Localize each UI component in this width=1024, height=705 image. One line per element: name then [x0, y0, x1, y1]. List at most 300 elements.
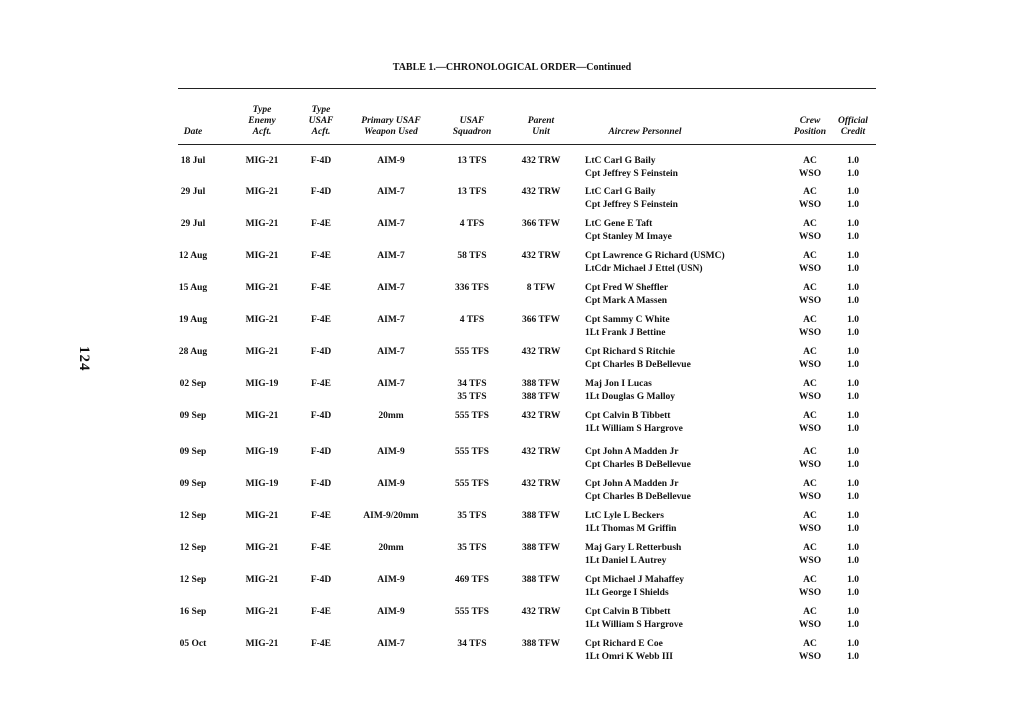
header-bottom-rule [178, 144, 876, 145]
cell-enemy [246, 314, 279, 327]
cell-credit-text: 1.0 [847, 360, 859, 370]
cell-usaf-text: F-4E [310, 639, 332, 649]
cell-enemy-text: MIG-21 [245, 511, 279, 521]
cell-position-text: AC [803, 347, 817, 357]
cell-enemy [246, 155, 279, 168]
cell-parent-text: 388 TFW [521, 639, 561, 649]
cell-credit-text: 1.0 [847, 347, 859, 357]
cell-position-text: WSO [798, 652, 822, 662]
cell-position-text: AC [803, 639, 817, 649]
cell-personnel-text: Cpt Charles B DeBellevue [585, 460, 691, 470]
cell-enemy [246, 574, 279, 587]
cell-credit [847, 638, 859, 664]
cell-usaf-text: F-4D [310, 479, 332, 489]
cell-position-text: AC [803, 479, 817, 489]
cell-usaf [311, 478, 332, 491]
cell-parent-text: 388 TFW [521, 379, 561, 389]
cell-squadron-text: 555 TFS [455, 347, 489, 357]
cell-personnel-text: 1Lt George I Shields [585, 588, 669, 598]
cell-personnel-text: Cpt Jeffrey S Feinstein [585, 200, 678, 210]
table-row [0, 478, 1024, 506]
table-row [0, 510, 1024, 538]
table-row [0, 218, 1024, 246]
cell-position-text: WSO [798, 620, 822, 630]
cell-position-text: AC [803, 411, 817, 421]
cell-date [180, 606, 207, 619]
cell-weapon-text: AIM-9/20mm [363, 511, 419, 521]
cell-weapon-text: AIM-9 [377, 447, 405, 457]
cell-personnel-text: Cpt Jeffrey S Feinstein [585, 169, 678, 179]
cell-credit-text: 1.0 [847, 169, 859, 179]
header-credit-line: Official [838, 116, 868, 126]
cell-enemy [246, 638, 279, 651]
cell-weapon-text: AIM-7 [377, 379, 405, 389]
cell-personnel-text: Cpt Fred W Sheffler [585, 283, 669, 293]
cell-position [799, 638, 821, 664]
cell-parent-text: 432 TRW [521, 411, 561, 421]
cell-personnel-text: Cpt Sammy C White [585, 315, 670, 325]
cell-enemy [246, 346, 279, 359]
cell-parent [522, 250, 561, 263]
cell-date-text: 19 Aug [178, 315, 208, 325]
cell-personnel-text: 1Lt William S Hargrove [585, 424, 683, 434]
cell-personnel [585, 542, 681, 568]
cell-weapon-text: 20mm [378, 411, 404, 421]
cell-weapon [377, 478, 404, 491]
cell-weapon [377, 446, 404, 459]
cell-credit [847, 250, 859, 276]
cell-parent [527, 282, 556, 295]
header-parent [496, 96, 586, 138]
cell-credit [847, 282, 859, 308]
cell-position [799, 510, 821, 536]
cell-enemy-text: MIG-21 [245, 607, 279, 617]
cell-personnel [585, 155, 678, 181]
cell-squadron [457, 542, 486, 555]
cell-weapon [377, 186, 404, 199]
header-usaf-line: USAF [308, 116, 334, 126]
cell-weapon [378, 410, 403, 423]
cell-position [799, 542, 821, 568]
cell-squadron [455, 446, 489, 459]
table-row [0, 314, 1024, 342]
cell-usaf [311, 250, 331, 263]
cell-parent [522, 155, 561, 168]
cell-usaf [311, 510, 331, 523]
cell-personnel [585, 410, 683, 436]
header-parent-line: Parent [527, 116, 555, 126]
cell-position [799, 346, 821, 372]
cell-personnel [585, 378, 675, 404]
cell-enemy [246, 282, 279, 295]
cell-personnel-text: LtC Carl G Baily [585, 187, 656, 197]
cell-weapon-text: AIM-7 [377, 187, 405, 197]
cell-enemy-text: MIG-21 [245, 575, 279, 585]
cell-parent-text: 432 TRW [521, 347, 561, 357]
cell-personnel-text: Maj Gary L Retterbush [585, 543, 682, 553]
cell-position [799, 155, 821, 181]
cell-personnel-text: 1Lt Omri K Webb III [585, 652, 673, 662]
cell-usaf-text: F-4D [310, 347, 332, 357]
cell-credit [847, 510, 859, 536]
cell-weapon [377, 346, 404, 359]
cell-personnel-text: LtC Lyle L Beckers [585, 511, 664, 521]
cell-personnel [585, 478, 691, 504]
cell-position [799, 378, 821, 404]
header-top-rule [178, 88, 876, 89]
cell-usaf [311, 155, 332, 168]
cell-credit-text: 1.0 [847, 156, 859, 166]
cell-date [179, 346, 207, 359]
cell-weapon-text: AIM-7 [377, 283, 405, 293]
cell-squadron-text: 34 TFS [457, 639, 487, 649]
cell-position [799, 218, 821, 244]
cell-credit-text: 1.0 [847, 511, 859, 521]
cell-enemy [246, 410, 279, 423]
cell-personnel-text: Cpt Stanley M Imaye [585, 232, 672, 242]
table-row [0, 155, 1024, 183]
cell-date-text: 18 Jul [180, 156, 206, 166]
cell-date [180, 638, 207, 651]
header-usaf-line: Type [311, 105, 331, 115]
cell-usaf-text: F-4D [310, 187, 332, 197]
cell-date-text: 05 Oct [179, 639, 207, 649]
cell-credit-text: 1.0 [847, 556, 859, 566]
cell-usaf [311, 542, 331, 555]
cell-usaf [311, 410, 332, 423]
header-enemy-line: Enemy [248, 116, 276, 126]
cell-enemy [246, 510, 279, 523]
cell-enemy [246, 378, 279, 391]
cell-position-text: WSO [798, 492, 822, 502]
cell-personnel [585, 250, 725, 276]
cell-enemy [246, 186, 279, 199]
cell-position-text: WSO [798, 328, 822, 338]
cell-parent-text: 432 TRW [521, 187, 561, 197]
cell-position-text: AC [803, 607, 817, 617]
cell-credit [847, 155, 859, 181]
cell-enemy-text: MIG-21 [245, 347, 279, 357]
cell-personnel-text: Cpt Calvin B Tibbett [585, 607, 671, 617]
cell-weapon-text: AIM-9 [377, 575, 405, 585]
cell-usaf [311, 218, 331, 231]
cell-usaf [311, 314, 331, 327]
cell-position [799, 410, 821, 436]
cell-enemy-text: MIG-21 [245, 411, 279, 421]
cell-credit-text: 1.0 [847, 251, 859, 261]
cell-squadron-text: 555 TFS [455, 411, 489, 421]
cell-usaf-text: F-4D [310, 575, 332, 585]
cell-personnel-text: Cpt Richard S Ritchie [585, 347, 675, 357]
cell-position-text: AC [803, 156, 817, 166]
cell-enemy [246, 606, 279, 619]
table-row [0, 606, 1024, 634]
cell-squadron [457, 378, 486, 404]
cell-position [799, 574, 821, 600]
cell-date-text: 29 Jul [180, 219, 206, 229]
header-credit [808, 96, 898, 138]
cell-squadron [460, 314, 484, 327]
header-position-line: Position [793, 127, 827, 137]
cell-weapon [377, 218, 404, 231]
cell-credit-text: 1.0 [847, 392, 859, 402]
cell-weapon-text: AIM-7 [377, 347, 405, 357]
cell-weapon [377, 638, 404, 651]
cell-date-text: 28 Aug [178, 347, 208, 357]
cell-parent [522, 574, 560, 587]
cell-usaf [311, 446, 332, 459]
cell-credit-text: 1.0 [847, 219, 859, 229]
cell-position-text: AC [803, 447, 817, 457]
cell-date-text: 15 Aug [178, 283, 208, 293]
cell-enemy-text: MIG-21 [245, 219, 279, 229]
cell-position [799, 250, 821, 276]
table-row [0, 250, 1024, 278]
cell-credit-text: 1.0 [847, 639, 859, 649]
cell-credit [847, 346, 859, 372]
cell-squadron-text: 555 TFS [455, 447, 489, 457]
cell-date-text: 09 Sep [179, 447, 207, 457]
cell-credit-text: 1.0 [847, 283, 859, 293]
cell-squadron [460, 218, 484, 231]
cell-squadron-text: 13 TFS [457, 156, 487, 166]
cell-position-text: AC [803, 315, 817, 325]
table-title: TABLE 1.—CHRONOLOGICAL ORDER—Continued [392, 62, 632, 73]
table-row [0, 446, 1024, 474]
cell-position-text: WSO [798, 424, 822, 434]
cell-squadron-text: 469 TFS [455, 575, 489, 585]
cell-parent [522, 410, 561, 423]
cell-usaf-text: F-4E [310, 283, 332, 293]
cell-usaf [311, 606, 331, 619]
cell-parent [522, 218, 560, 231]
cell-date [181, 155, 206, 168]
cell-credit-text: 1.0 [847, 200, 859, 210]
cell-personnel [585, 314, 670, 340]
cell-parent-text: 366 TFW [521, 219, 561, 229]
cell-position-text: WSO [798, 360, 822, 370]
cell-personnel-text: Cpt Charles B DeBellevue [585, 492, 691, 502]
cell-position-text: WSO [798, 264, 822, 274]
header-usaf-line: Acft. [311, 127, 331, 137]
cell-squadron-text: 4 TFS [459, 315, 485, 325]
cell-position-text: WSO [798, 524, 822, 534]
cell-squadron [457, 155, 486, 168]
cell-date [179, 282, 207, 295]
cell-credit [847, 574, 859, 600]
cell-credit-text: 1.0 [847, 296, 859, 306]
cell-credit-text: 1.0 [847, 607, 859, 617]
cell-position-text: WSO [798, 296, 822, 306]
cell-parent [522, 606, 561, 619]
cell-parent [522, 542, 560, 555]
header-enemy-line: Type [252, 105, 272, 115]
cell-parent-text: 432 TRW [521, 607, 561, 617]
cell-weapon-text: AIM-7 [377, 639, 405, 649]
cell-credit-text: 1.0 [847, 460, 859, 470]
cell-position-text: WSO [798, 169, 822, 179]
cell-date-text: 12 Sep [179, 543, 207, 553]
cell-weapon [377, 250, 404, 263]
cell-squadron [455, 478, 489, 491]
cell-personnel-text: Cpt Charles B DeBellevue [585, 360, 691, 370]
cell-date [180, 478, 207, 491]
cell-date-text: 12 Sep [179, 511, 207, 521]
cell-position-text: AC [803, 283, 817, 293]
cell-credit-text: 1.0 [847, 424, 859, 434]
cell-usaf [311, 574, 332, 587]
cell-position [799, 478, 821, 504]
cell-usaf-text: F-4E [310, 251, 332, 261]
header-weapon [346, 96, 436, 138]
cell-weapon [377, 155, 404, 168]
cell-position [799, 446, 821, 472]
cell-usaf-text: F-4D [310, 411, 332, 421]
cell-enemy [246, 446, 279, 459]
header-personnel [600, 96, 690, 138]
cell-position-text: WSO [798, 588, 822, 598]
cell-usaf-text: F-4E [310, 607, 332, 617]
cell-personnel-text: 1Lt Thomas M Griffin [585, 524, 677, 534]
cell-squadron [455, 346, 489, 359]
cell-date-text: 12 Aug [178, 251, 208, 261]
cell-position-text: WSO [798, 232, 822, 242]
cell-weapon [363, 510, 418, 523]
cell-position-text: AC [803, 187, 817, 197]
cell-personnel-text: LtC Carl G Baily [585, 156, 656, 166]
cell-date [179, 250, 207, 263]
cell-credit-text: 1.0 [847, 620, 859, 630]
cell-personnel [585, 510, 676, 536]
cell-date-text: 12 Sep [179, 575, 207, 585]
cell-parent [522, 378, 560, 404]
cell-squadron-text: 555 TFS [455, 607, 489, 617]
cell-enemy [246, 250, 279, 263]
cell-enemy [246, 542, 279, 555]
cell-date [180, 542, 207, 555]
cell-personnel-text: Cpt John A Madden Jr [585, 479, 679, 489]
cell-squadron [457, 250, 486, 263]
cell-parent-text: 432 TRW [521, 447, 561, 457]
cell-credit-text: 1.0 [847, 187, 859, 197]
cell-enemy-text: MIG-21 [245, 251, 279, 261]
cell-parent-text: 366 TFW [521, 315, 561, 325]
cell-personnel [585, 638, 673, 664]
cell-personnel-text: Maj Jon I Lucas [585, 379, 652, 389]
cell-squadron-text: 336 TFS [455, 283, 489, 293]
cell-credit-text: 1.0 [847, 652, 859, 662]
cell-personnel [585, 218, 672, 244]
cell-date [180, 574, 207, 587]
cell-credit-text: 1.0 [847, 588, 859, 598]
cell-weapon-text: AIM-9 [377, 479, 405, 489]
cell-usaf [311, 282, 331, 295]
cell-weapon [378, 542, 403, 555]
cell-personnel-text: Cpt Calvin B Tibbett [585, 411, 671, 421]
cell-weapon [377, 606, 404, 619]
cell-credit [847, 606, 859, 632]
cell-usaf-text: F-4D [310, 447, 332, 457]
cell-parent [522, 446, 561, 459]
cell-enemy-text: MIG-21 [245, 283, 279, 293]
cell-personnel [585, 606, 683, 632]
cell-date [181, 218, 206, 231]
cell-personnel-text: LtC Gene E Taft [585, 219, 653, 229]
cell-parent [522, 638, 560, 651]
cell-parent-text: 432 TRW [521, 156, 561, 166]
cell-date [179, 314, 207, 327]
cell-enemy-text: MIG-21 [245, 639, 279, 649]
header-enemy-line: Acft. [252, 127, 272, 137]
cell-personnel-text: 1Lt Daniel L Autrey [585, 556, 667, 566]
table-row [0, 186, 1024, 214]
header-squadron-line: Squadron [452, 127, 492, 137]
cell-parent [522, 186, 561, 199]
cell-credit [847, 314, 859, 340]
cell-enemy-text: MIG-21 [245, 543, 279, 553]
cell-personnel-text: 1Lt Frank J Bettine [585, 328, 666, 338]
cell-parent-text: 432 TRW [521, 479, 561, 489]
cell-usaf [311, 638, 331, 651]
cell-usaf-text: F-4E [310, 543, 332, 553]
cell-credit [847, 542, 859, 568]
cell-enemy-text: MIG-19 [245, 447, 279, 457]
header-weapon-line: Weapon Used [364, 127, 418, 137]
cell-personnel-text: LtCdr Michael J Ettel (USN) [585, 264, 703, 274]
cell-weapon [377, 378, 404, 391]
cell-squadron-text: 58 TFS [457, 251, 487, 261]
cell-position-text: AC [803, 219, 817, 229]
cell-personnel-text: 1Lt William S Hargrove [585, 620, 683, 630]
cell-date [180, 446, 207, 459]
cell-squadron [457, 510, 486, 523]
cell-credit-text: 1.0 [847, 379, 859, 389]
cell-usaf-text: F-4E [310, 315, 332, 325]
cell-squadron [455, 282, 489, 295]
cell-personnel-text: Cpt Michael J Mahaffey [585, 575, 684, 585]
cell-parent-text: 432 TRW [521, 251, 561, 261]
cell-squadron [457, 186, 486, 199]
cell-position-text: AC [803, 511, 817, 521]
cell-credit-text: 1.0 [847, 543, 859, 553]
cell-squadron-text: 4 TFS [459, 219, 485, 229]
table-row [0, 282, 1024, 310]
header-weapon-line: Primary USAF [361, 116, 421, 126]
cell-parent-text: 388 TFW [521, 511, 561, 521]
cell-date-text: 09 Sep [179, 479, 207, 489]
cell-date-text: 02 Sep [179, 379, 207, 389]
cell-usaf-text: F-4D [310, 156, 332, 166]
cell-enemy-text: MIG-21 [245, 156, 279, 166]
cell-date [180, 410, 207, 423]
cell-squadron [455, 574, 489, 587]
cell-usaf-text: F-4E [310, 379, 332, 389]
cell-squadron-text: 555 TFS [455, 479, 489, 489]
cell-credit-text: 1.0 [847, 479, 859, 489]
cell-usaf [311, 346, 332, 359]
cell-personnel-text: 1Lt Douglas G Malloy [585, 392, 675, 402]
cell-personnel [585, 282, 668, 308]
cell-parent-text: 388 TFW [521, 392, 561, 402]
cell-weapon [377, 574, 404, 587]
cell-enemy [246, 478, 279, 491]
cell-parent-text: 388 TFW [521, 575, 561, 585]
cell-position-text: WSO [798, 200, 822, 210]
cell-personnel-text: Cpt Lawrence G Richard (USMC) [585, 251, 725, 261]
cell-credit-text: 1.0 [847, 575, 859, 585]
cell-credit-text: 1.0 [847, 315, 859, 325]
cell-date [180, 510, 207, 523]
